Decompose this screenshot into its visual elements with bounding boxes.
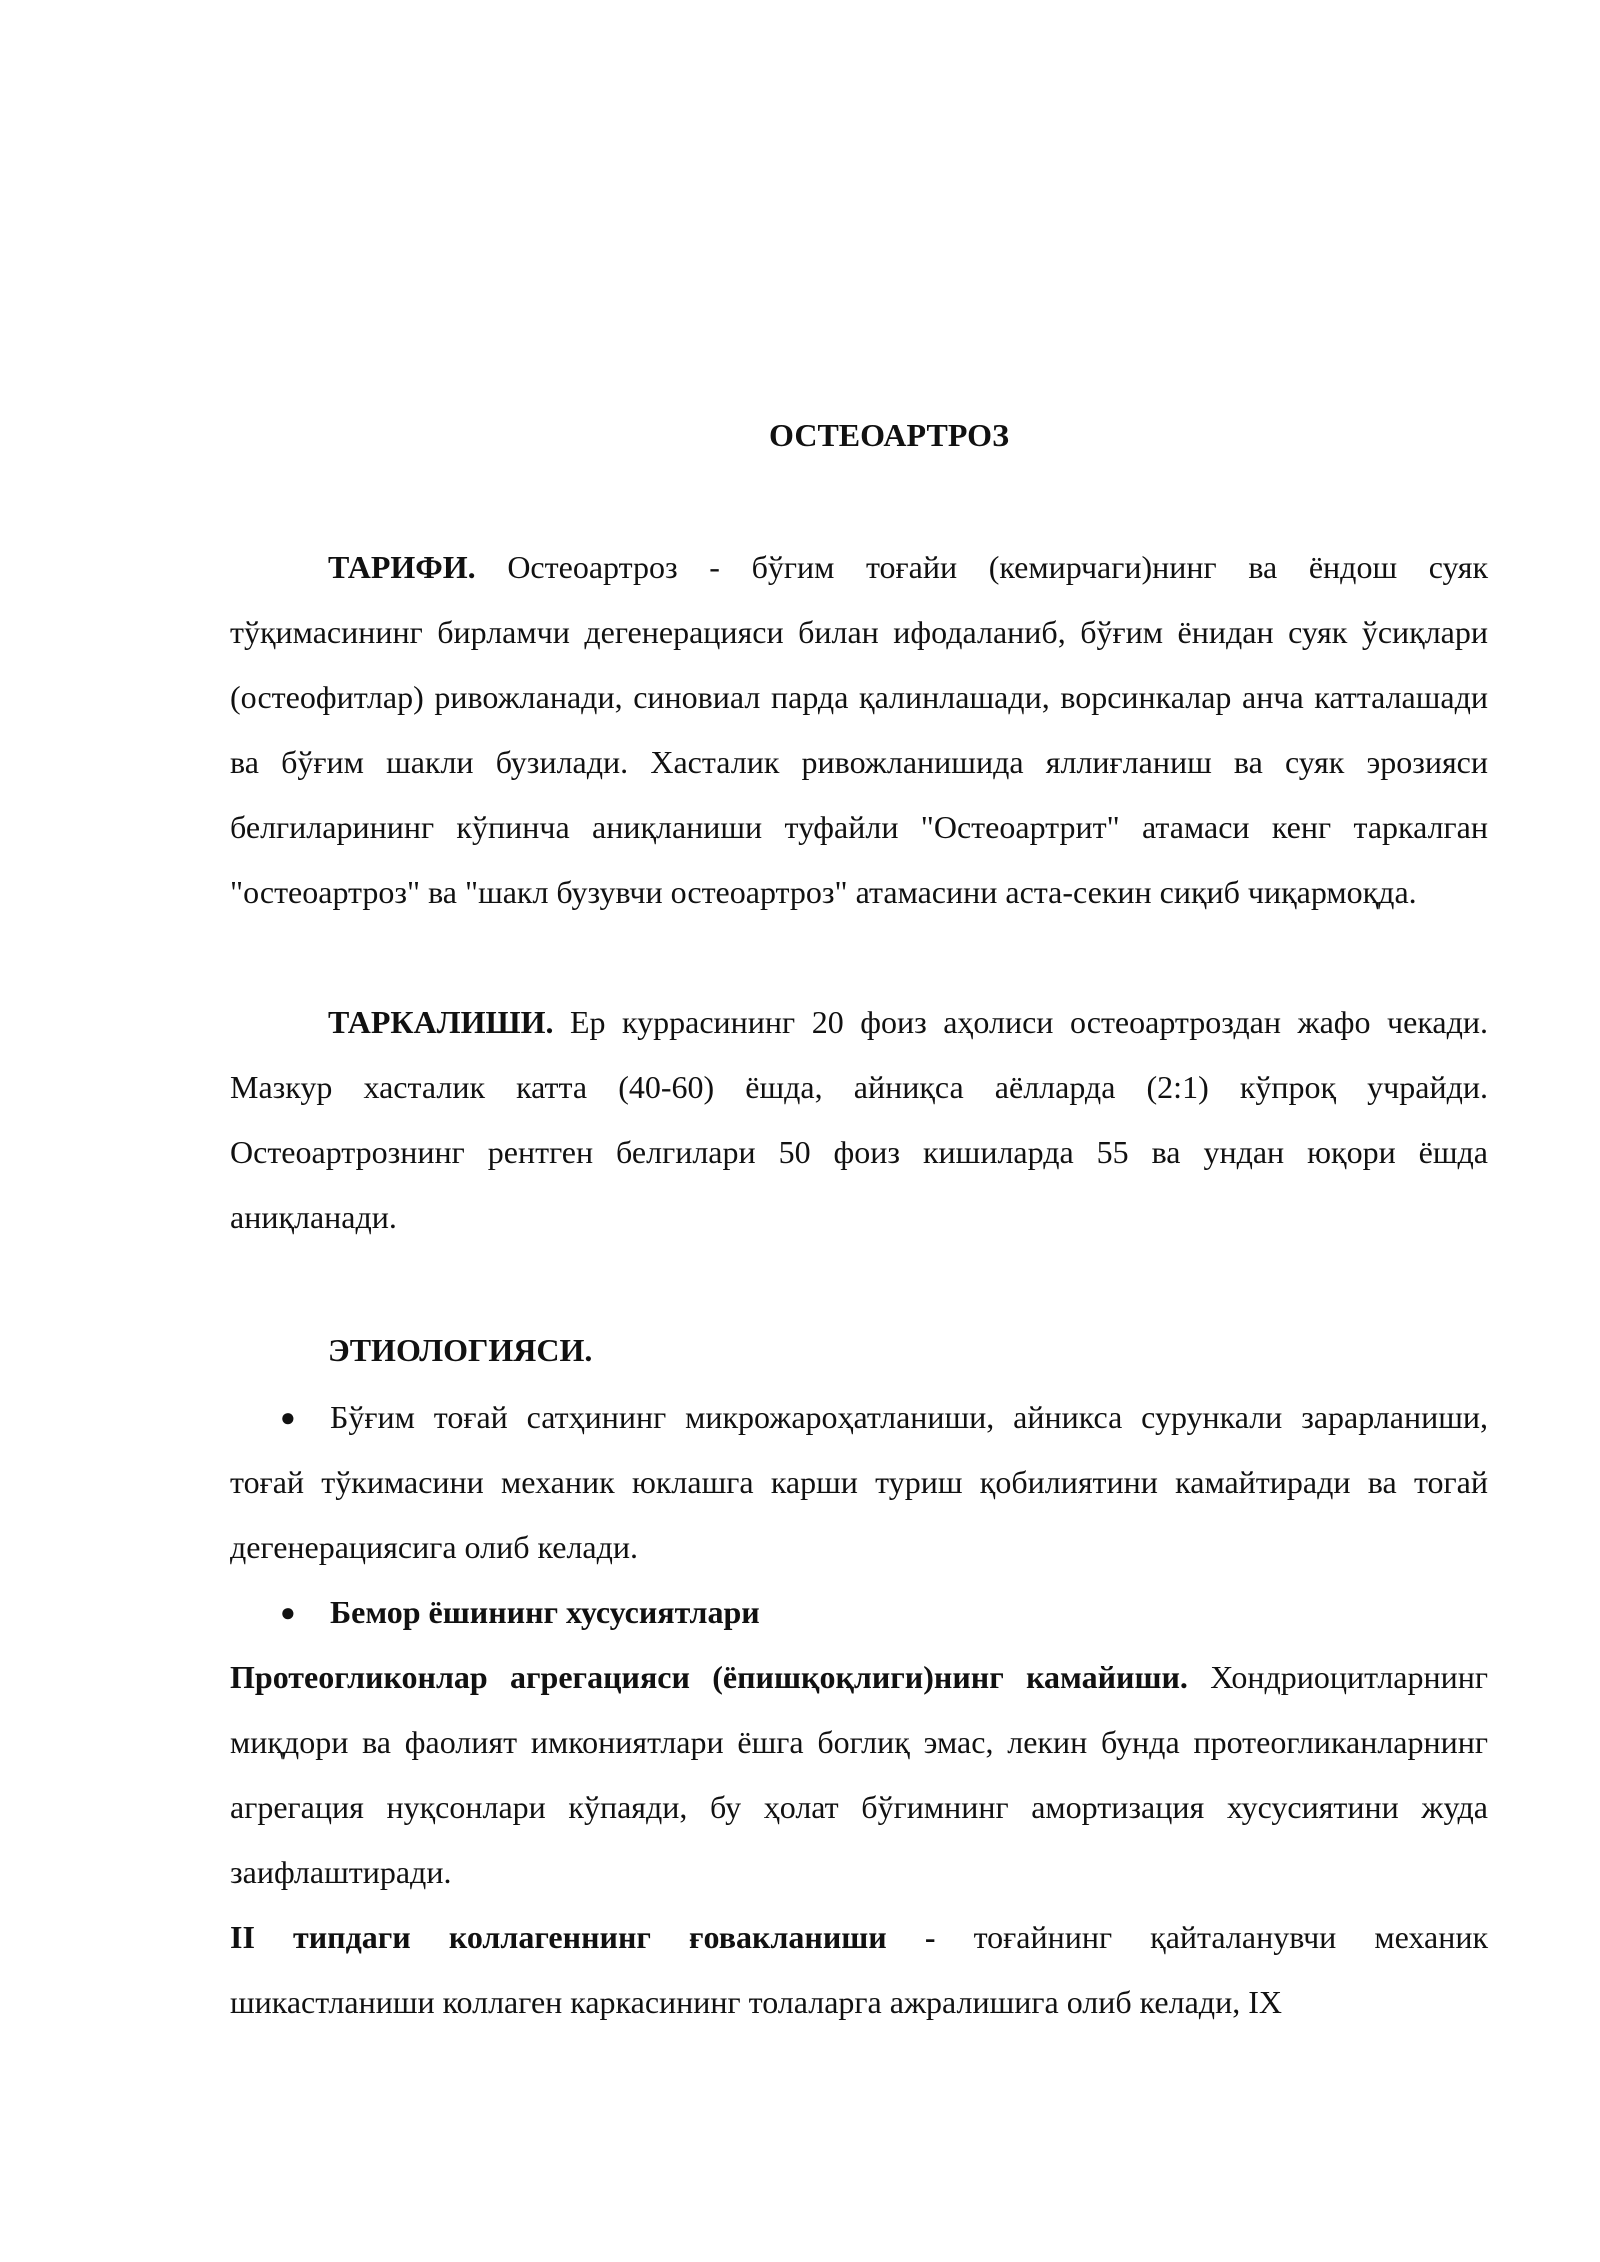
bullet-icon: ● xyxy=(280,1403,296,1432)
prevalence-paragraph xyxy=(230,990,1488,1250)
prevalence-lead: ТАРКАЛИШИ. xyxy=(328,1004,554,1040)
document-body xyxy=(230,400,1488,2035)
proteoglycan-lead: Протеогликонлар агрегацияси (ёпишқоқлиги)нинг камайиши. xyxy=(230,1659,1188,1695)
etiology-bullet-list xyxy=(230,1385,1488,1645)
definition-lead: ТАРИФИ. xyxy=(328,549,476,585)
bullet-text: Бўғим тоғай сатҳининг микрожароҳатланиши, айникса сурункали зарарланиши, тоғай тўкимасини механик юклашга карши туриш қобилиятини камайтиради ва тогай дегенерациясига олиб келади. xyxy=(230,1399,1488,1565)
bullet-text: Бемор ёшининг хусусиятлари xyxy=(330,1594,760,1630)
prevalence-text: Ер куррасининг 20 фоиз аҳолиси остеоартроздан жафо чекади. Мазкур хасталик катта (40-60) ёшда, айниқса аёлларда (2:1) кўпроқ учрайди. Остеоартрознинг рентген белгилари 50 фоиз кишиларда 55 ва ундан юқори ёшда аниқланади. xyxy=(230,1004,1488,1235)
bullet-icon: ● xyxy=(280,1598,296,1627)
list-item xyxy=(230,1385,1488,1580)
list-item xyxy=(230,1580,1488,1645)
definition-paragraph xyxy=(230,535,1488,925)
collagen-paragraph xyxy=(230,1905,1488,2035)
proteoglycan-paragraph xyxy=(230,1645,1488,1905)
etiology-heading: ЭТИОЛОГИЯСИ. xyxy=(328,1332,593,1368)
collagen-lead: II типдаги коллагеннинг ғовакланиши - xyxy=(230,1919,936,1955)
definition-text: Остеоартроз - бўгим тоғайи (кемирчаги)нинг ва ёндош суяк тўқимасининг бирламчи дегенерацияси билан ифодаланиб, бўғим ёнидан суяк ўсиқлари (остеофитлар) ривожланади, синовиал парда қалинлашади, ворсинкалар анча катталашади ва бўғим шакли бузилади. Хасталик ривожланишида яллиғланиш ва суяк эрозияси белгиларининг кўпинча аниқланиши туфайли "Остеоартрит" атамаси кенг таркалган "остеоартроз" ва "шакл бузувчи остеоартроз" атамасини аста-секин сиқиб чиқармоқда. xyxy=(230,549,1488,910)
collagen-text: тоғайнинг қайталанувчи механик шикастланиши коллаген каркасининг толаларга ажралишига олиб келади, IX xyxy=(230,1919,1489,2020)
document-title: ОСТЕОАРТРОЗ xyxy=(769,417,1009,453)
proteoglycan-text: Хондриоцитларнинг миқдори ва фаолият имкониятлари ёшга боглиқ эмас, лекин бунда протеогликанларнинг агрегация нуқсонлари кўпаяди, бу ҳолат бўгимнинг амортизация хусусиятини жуда заифлаштиради. xyxy=(230,1659,1489,1890)
